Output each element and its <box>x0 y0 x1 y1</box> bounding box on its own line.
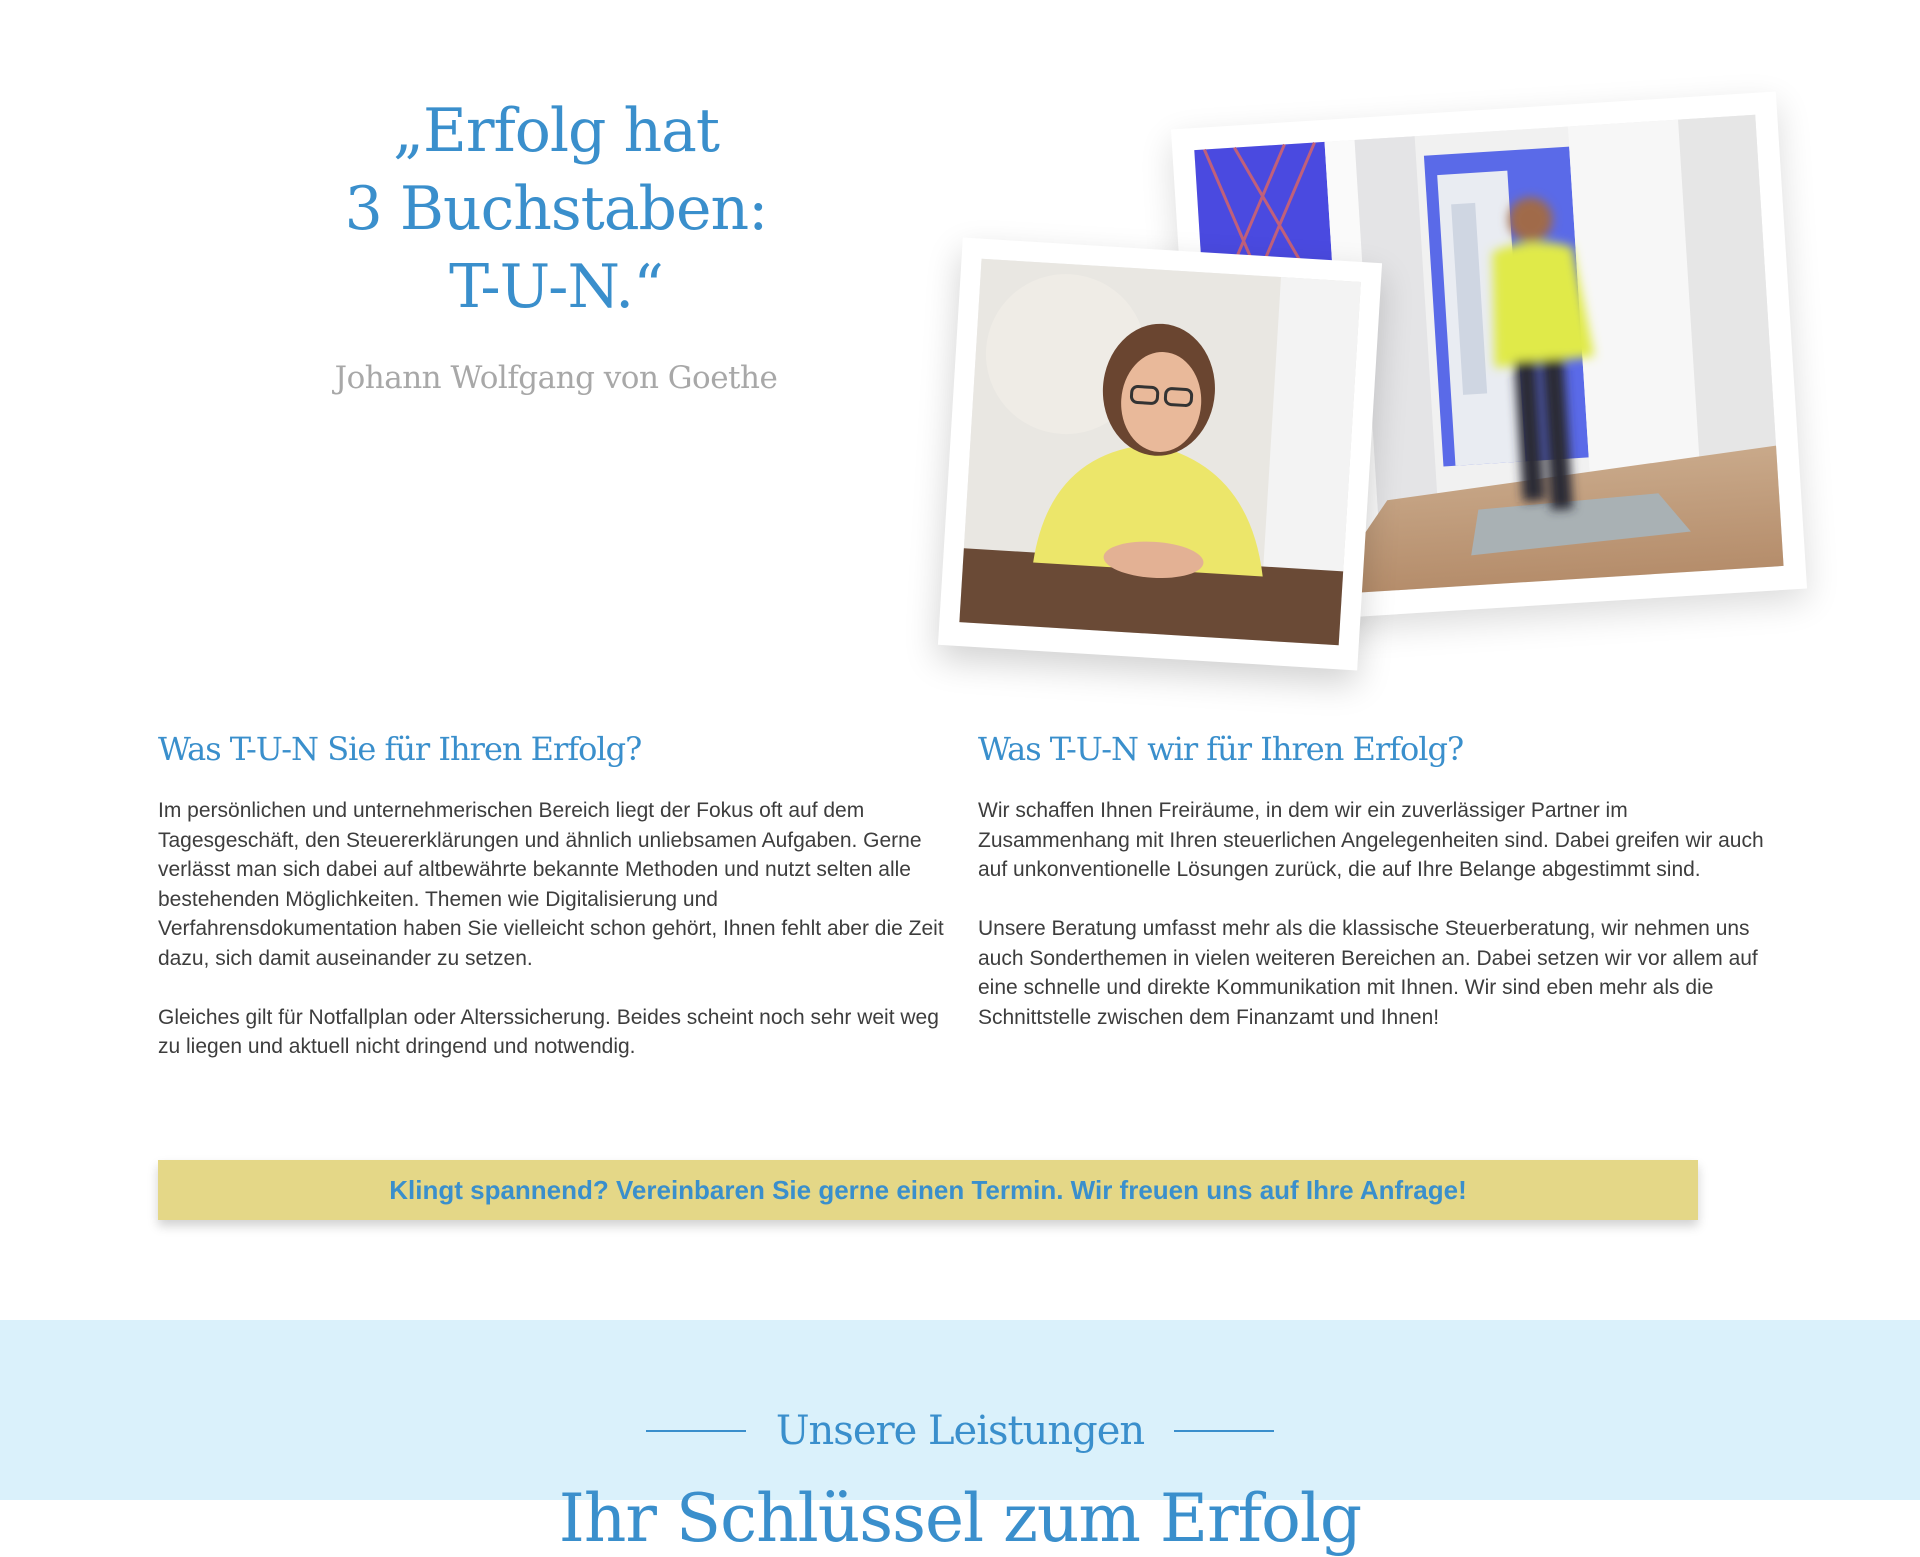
photo-portrait <box>938 238 1382 671</box>
quote-line-3: T-U-N.“ <box>449 252 663 322</box>
appointment-cta-button[interactable] <box>158 1160 1698 1220</box>
quote-line-2: 3 Buchstaben: <box>344 174 768 244</box>
column-we-paragraph-2: Unsere Beratung umfasst mehr als die klassische Steuerberatung, wir nehmen uns auch Sonderthemen in vielen weiteren Bereichen an. Dabei setzen wir vor allem auf eine schnelle und direkte Kommunikation mit Ihnen. Wir sind eben mehr als die Schnittstelle zwischen dem Finanzamt und Ihnen! <box>978 917 1758 1029</box>
column-we-heading: Was T-U-N wir für Ihren Erfolg? <box>978 730 1464 768</box>
column-you-paragraph-1: Im persönlichen und unternehmerischen Bereich liegt der Fokus oft auf dem Tagesgeschäft, den Steuererklärungen und ähnlich unliebsamen Aufgaben. Gerne verlässt man sich dabei auf altbewährte bekannte Methoden und nutzt selten alle bestehenden Möglichkeiten. Themen wie Digitalisierung und Verfahrensdokumentation haben Sie vielleicht schon gehört, Ihnen fehlt aber die Zeit dazu, sich damit auseinander zu setzen. <box>158 799 944 970</box>
services-section <box>0 1320 1920 1557</box>
column-we-paragraph-1: Wir schaffen Ihnen Freiräume, in dem wir ein zuverlässiger Partner im Zusammenhang mit Ihren steuerlichen Angelegenheiten sind. Dabei greifen wir auch auf unkonventionelle Lösungen zurück, die auf Ihre Belange abgestimmt sind. <box>978 799 1764 881</box>
column-you <box>158 730 948 1091</box>
divider-right <box>1174 1430 1274 1432</box>
quote-block <box>250 92 862 396</box>
column-you-heading: Was T-U-N Sie für Ihren Erfolg? <box>158 730 642 768</box>
quote-author: Johann Wolfgang von Goethe <box>334 360 778 396</box>
divider-left <box>646 1430 746 1432</box>
photo-portrait-image <box>959 259 1361 646</box>
services-eyebrow <box>0 1408 1920 1454</box>
appointment-cta-label: Klingt spannend? Vereinbaren Sie gerne einen Termin. Wir freuen uns auf Ihre Anfrage! <box>389 1174 1467 1205</box>
portrait-illustration <box>959 259 1361 646</box>
services-title: Ihr Schlüssel zum Erfolg <box>558 1480 1362 1557</box>
services-eyebrow-text: Unsere Leistungen <box>775 1408 1145 1454</box>
column-we <box>978 730 1768 1062</box>
column-you-paragraph-2: Gleiches gilt für Notfallplan oder Alterssicherung. Beides scheint noch sehr weit weg zu liegen und aktuell nicht dringend und notwendig. <box>158 1005 939 1058</box>
quote-line-1: „Erfolg hat <box>392 96 720 166</box>
quote-text <box>250 92 862 326</box>
